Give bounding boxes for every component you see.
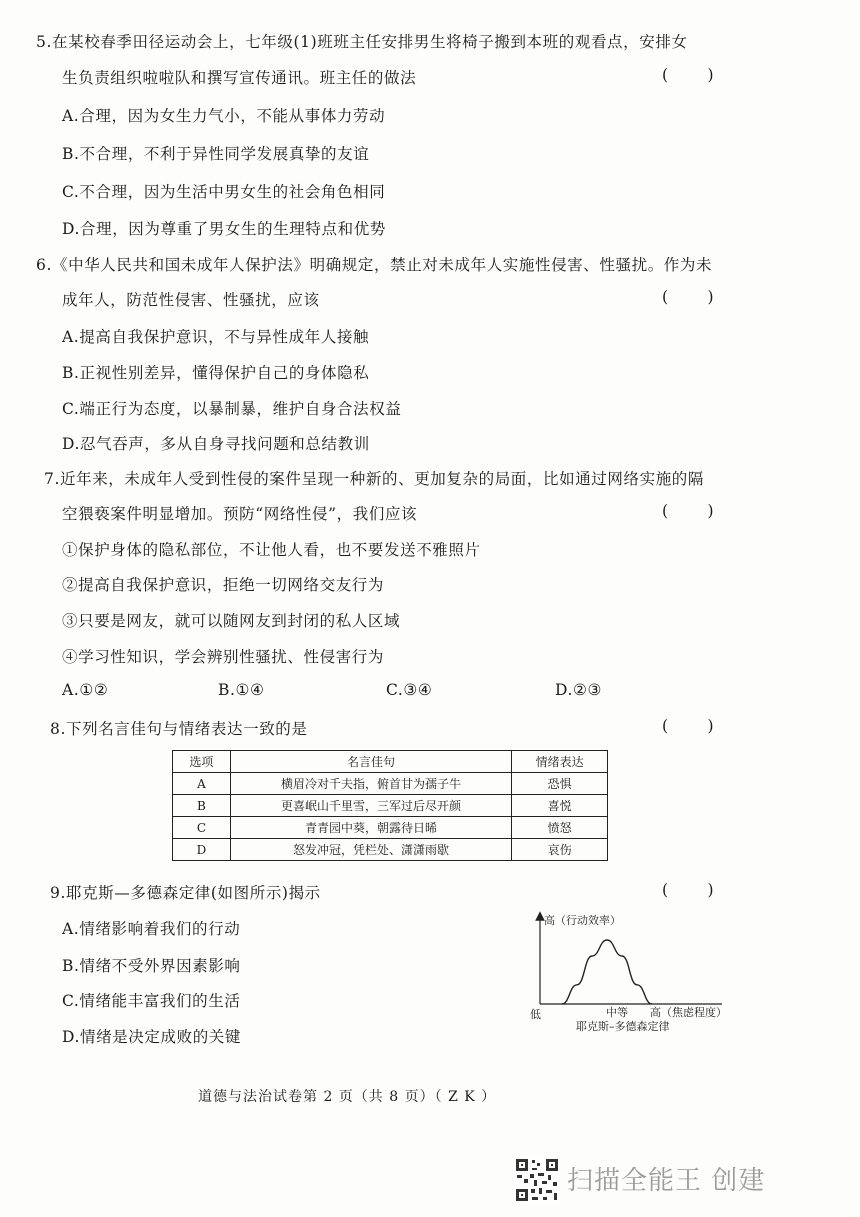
q9-option-a: A.情绪影响着我们的行动 — [62, 920, 241, 938]
q7-option-c: C.③④ — [386, 681, 433, 699]
q7-option-b: B.①④ — [218, 681, 265, 699]
table-cell: D — [173, 839, 231, 861]
q5-option-b: B.不合理，不利于异性同学发展真挚的友谊 — [62, 145, 370, 163]
quotes-table — [172, 750, 608, 861]
page-footer: 道德与法治试卷第 2 页（共 8 页）（ Z K ） — [198, 1089, 497, 1105]
q5-stem-line2: 生负责组织啦啦队和撰写宣传通讯。班主任的做法 — [62, 69, 417, 87]
table-cell: 怒发冲冠，凭栏处、潇潇雨歇 — [230, 839, 511, 861]
table-cell: 横眉冷对千夫指，俯首甘为孺子牛 — [230, 773, 511, 795]
q6-option-a: A.提高自我保护意识，不与异性成年人接触 — [62, 328, 370, 346]
q7-statement-3: ③只要是网友，就可以随网友到封闭的私人区域 — [62, 612, 401, 630]
q5-option-d: D.合理，因为尊重了男女生的生理特点和优势 — [62, 220, 386, 238]
q7-stem-line1: 7.近年来，未成年人受到性侵的案件呈现一种新的、更加复杂的局面，比如通过网络实施的隔 — [44, 470, 704, 488]
table-header: 情绪表达 — [512, 751, 608, 773]
q5-answer-bracket: ( ) — [662, 66, 714, 84]
q9-stem: 9.耶克斯—多德森定律(如图所示)揭示 — [50, 884, 321, 902]
q7-stem-line2: 空猥亵案件明显增加。预防“网络性侵”，我们应该 — [62, 505, 418, 523]
q7-statement-4: ④学习性知识，学会辨别性骚扰、性侵害行为 — [62, 648, 385, 666]
table-cell: A — [173, 773, 231, 795]
q5-option-a: A.合理，因为女生力气小，不能从事体力劳动 — [62, 107, 386, 125]
q6-option-b: B.正视性别差异，懂得保护自己的身体隐私 — [62, 364, 370, 382]
table-cell: 恐惧 — [512, 773, 608, 795]
table-cell: 哀伤 — [512, 839, 608, 861]
q7-option-d: D.②③ — [555, 681, 602, 699]
table-header: 选项 — [173, 751, 231, 773]
table-cell: 喜悦 — [512, 795, 608, 817]
efficiency-curve — [562, 940, 652, 1004]
q8-answer-bracket: ( ) — [662, 717, 714, 735]
q6-stem-line2: 成年人，防范性侵害、性骚扰，应该 — [62, 291, 320, 309]
table-row — [173, 817, 608, 839]
table-cell: 愤怒 — [512, 817, 608, 839]
table-cell: 更喜岷山千里雪，三军过后尽开颜 — [230, 795, 511, 817]
q9-option-d: D.情绪是决定成败的关键 — [62, 1028, 242, 1046]
q6-option-d: D.忍气吞声，多从自身寻找问题和总结教训 — [62, 435, 370, 453]
table-header-row — [173, 751, 608, 773]
q6-answer-bracket: ( ) — [662, 288, 714, 306]
table-cell: B — [173, 795, 231, 817]
q8-stem: 8.下列名言佳句与情绪表达一致的是 — [50, 720, 308, 738]
q9-option-c: C.情绪能丰富我们的生活 — [62, 992, 241, 1010]
x-tick-low: 低 — [530, 1008, 541, 1021]
q9-option-b: B.情绪不受外界因素影响 — [62, 957, 241, 975]
q7-statement-1: ①保护身体的隐私部位，不让他人看，也不要发送不雅照片 — [62, 541, 481, 559]
q6-option-c: C.端正行为态度，以暴制暴，维护自身合法权益 — [62, 400, 402, 418]
q5-stem-line1: 5.在某校春季田径运动会上，七年级(1)班班主任安排男生将椅子搬到本班的观看点，安排女 — [36, 33, 688, 51]
q7-option-a: A.①② — [62, 681, 109, 699]
x-tick-medium: 中等 — [606, 1006, 628, 1019]
q9-answer-bracket: ( ) — [662, 881, 714, 899]
table-header: 名言佳句 — [230, 751, 511, 773]
q7-answer-bracket: ( ) — [662, 502, 714, 520]
scanner-watermark: 扫描全能王 创建 — [567, 1166, 766, 1196]
chart-caption: 耶克斯–多德森定律 — [576, 1020, 670, 1033]
table-cell: C — [173, 817, 231, 839]
y-axis-label: 高（行动效率） — [544, 914, 621, 927]
table-row — [173, 839, 608, 861]
table-row — [173, 773, 608, 795]
q7-statement-2: ②提高自我保护意识，拒绝一切网络交友行为 — [62, 576, 385, 594]
q6-stem-line1: 6.《中华人民共和国未成年人保护法》明确规定，禁止对未成年人实施性侵害、性骚扰。作为未 — [36, 256, 713, 274]
table-row — [173, 795, 608, 817]
qr-code-icon — [514, 1157, 560, 1203]
yerkes-dodson-chart — [522, 910, 762, 1040]
table-cell: 青青园中葵，朝露待日晞 — [230, 817, 511, 839]
q5-option-c: C.不合理，因为生活中男女生的社会角色相同 — [62, 183, 386, 201]
x-tick-high: 高（焦虑程度） — [650, 1006, 727, 1019]
